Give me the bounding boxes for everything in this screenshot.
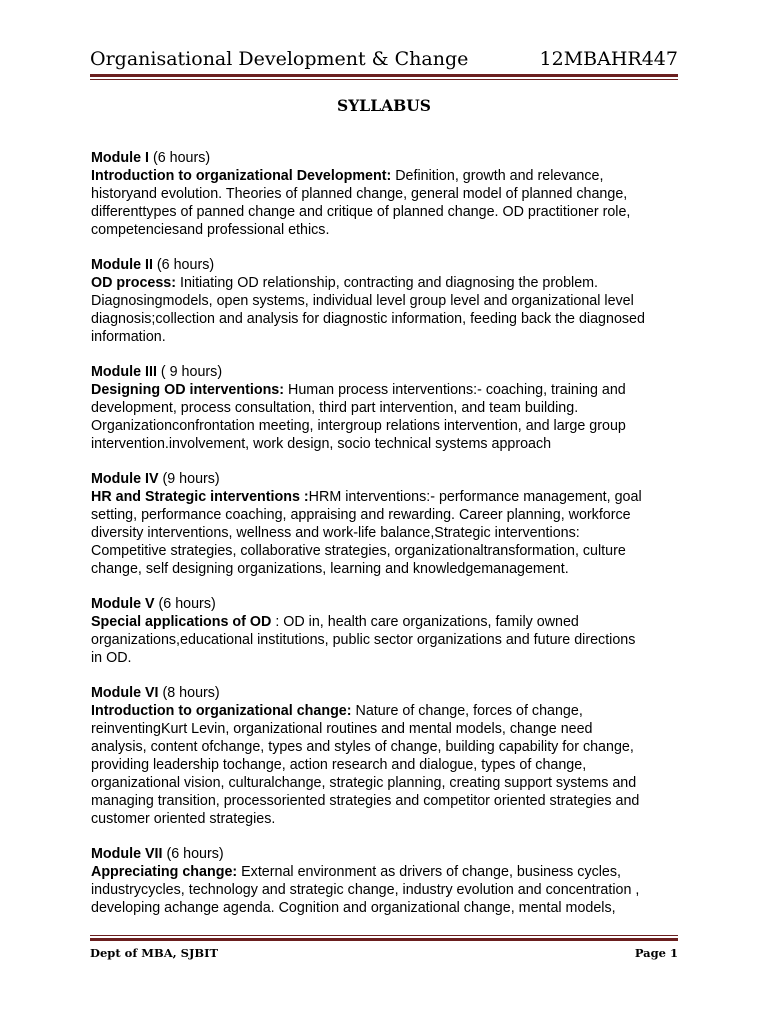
footer-page-number: Page 1 — [634, 946, 678, 960]
module-text-line — [91, 399, 681, 417]
module-hours: (6 hours) — [154, 596, 216, 612]
module-description: reinventingKurt Levin, organizational routines and mental models, change need — [91, 721, 593, 737]
module-text-line — [91, 560, 681, 578]
module-description: organizations,educational institutions, public sector organizations and future directions — [91, 632, 636, 648]
module-text-line — [91, 488, 681, 506]
module-description: change, self designing organizations, learning and knowledgemanagement. — [91, 561, 569, 577]
module-description: External environment as drivers of change, business cycles, — [237, 864, 621, 880]
module-description: diversity interventions, wellness and work-life balance,Strategic interventions: — [91, 525, 580, 541]
module-block — [91, 363, 681, 453]
module-description: : OD in, health care organizations, family owned — [271, 614, 579, 630]
module-text-line — [91, 203, 681, 221]
module-description: Nature of change, forces of change, — [351, 703, 583, 719]
module-text-line — [91, 274, 681, 292]
module-description: differenttypes of panned change and critique of planned change. OD practitioner role, — [91, 204, 631, 220]
module-description: in OD. — [91, 650, 132, 666]
module-topic: Special applications of OD — [91, 614, 272, 630]
module-description: providing leadership tochange, action research and dialogue, types of change, — [91, 757, 587, 773]
module-text-line — [91, 292, 681, 310]
module-description: competenciesand professional ethics. — [91, 222, 330, 238]
module-description: Initiating OD relationship, contracting and diagnosing the problem. — [176, 275, 599, 291]
module-heading — [91, 595, 681, 613]
module-description: industrycycles, technology and strategic change, industry evolution and concentration , — [91, 882, 640, 898]
module-heading — [91, 149, 681, 167]
module-heading — [91, 470, 681, 488]
module-name: Module VII — [91, 846, 163, 862]
module-text-line — [91, 774, 681, 792]
module-description: information. — [91, 329, 166, 345]
module-name: Module I — [91, 150, 149, 166]
module-name: Module IV — [91, 471, 159, 487]
module-description: Definition, growth and relevance, — [391, 168, 604, 184]
module-hours: (6 hours) — [148, 150, 211, 166]
module-text-line — [91, 613, 681, 631]
course-code: 12MBAHR447 — [539, 48, 678, 70]
module-description: historyand evolution. Theories of planned change, general model of planned change, — [91, 186, 628, 202]
module-name: Module III — [91, 364, 157, 380]
module-text-line — [91, 720, 681, 738]
module-text-line — [91, 435, 681, 453]
module-topic: Introduction to organizational change: — [91, 703, 352, 719]
module-description: developing achange agenda. Cognition and organizational change, mental models, — [91, 900, 616, 916]
module-text-line — [91, 649, 681, 667]
module-text-line — [91, 221, 681, 239]
module-description: intervention.involvement, work design, socio technical systems approach — [91, 436, 552, 452]
module-text-line — [91, 738, 681, 756]
module-text-line — [91, 702, 681, 720]
module-block — [91, 256, 681, 346]
module-description: Human process interventions:- coaching, training and — [284, 382, 626, 398]
module-text-line — [91, 167, 681, 185]
module-text-line — [91, 881, 681, 899]
module-text-line — [91, 863, 681, 881]
module-description: analysis, content ofchange, types and styles of change, building capability for change, — [91, 739, 634, 755]
module-name: Module II — [91, 257, 153, 273]
module-block — [91, 845, 681, 917]
module-description: managing transition, processoriented strategies and competitor oriented strategies and — [91, 793, 640, 809]
page-header — [90, 48, 678, 74]
module-heading — [91, 684, 681, 702]
header-rule-thin — [90, 79, 678, 80]
module-hours: ( 9 hours) — [156, 364, 223, 380]
module-description: customer oriented strategies. — [91, 811, 276, 827]
module-hours: (9 hours) — [158, 471, 220, 487]
footer-rule-thin — [90, 935, 678, 936]
module-text-line — [91, 631, 681, 649]
module-heading — [91, 363, 681, 381]
syllabus-body — [91, 149, 681, 934]
course-title: Organisational Development & Change — [90, 48, 469, 70]
module-description: setting, performance coaching, appraising and rewarding. Career planning, workforce — [91, 507, 631, 523]
module-hours: (6 hours) — [162, 846, 224, 862]
module-text-line — [91, 506, 681, 524]
module-block — [91, 470, 681, 578]
module-text-line — [91, 381, 681, 399]
module-topic: Appreciating change: — [91, 864, 238, 880]
module-block — [91, 149, 681, 239]
module-text-line — [91, 328, 681, 346]
footer-rule-thick — [90, 938, 678, 941]
header-rule-thick — [90, 74, 678, 77]
module-description: Competitive strategies, collaborative strategies, organizationaltransformation, culture — [91, 543, 626, 559]
module-text-line — [91, 524, 681, 542]
module-text-line — [91, 810, 681, 828]
page-title: SYLLABUS — [337, 96, 431, 115]
module-description: diagnosis;collection and analysis for diagnostic information, feeding back the diagnosed — [91, 311, 645, 327]
module-description: organizational vision, culturalchange, strategic planning, creating support systems and — [91, 775, 637, 791]
module-topic: Designing OD interventions: — [91, 382, 285, 398]
module-text-line — [91, 417, 681, 435]
module-description: HRM interventions:- performance management, goal — [308, 489, 642, 505]
module-text-line — [91, 899, 681, 917]
module-block — [91, 684, 681, 828]
module-heading — [91, 845, 681, 863]
footer-department: Dept of MBA, SJBIT — [90, 946, 219, 960]
module-text-line — [91, 792, 681, 810]
module-description: Diagnosingmodels, open systems, individual level group level and organizational level — [91, 293, 634, 309]
module-text-line — [91, 185, 681, 203]
module-topic: OD process: — [91, 275, 177, 291]
module-description: development, process consultation, third part intervention, and team building. — [91, 400, 579, 416]
module-text-line — [91, 756, 681, 774]
module-name: Module V — [91, 596, 155, 612]
module-topic: Introduction to organizational Development: — [91, 168, 392, 184]
module-text-line — [91, 542, 681, 560]
module-hours: (6 hours) — [152, 257, 215, 273]
module-text-line — [91, 310, 681, 328]
module-heading — [91, 256, 681, 274]
module-hours: (8 hours) — [158, 685, 220, 701]
module-name: Module VI — [91, 685, 159, 701]
module-description: Organizationconfrontation meeting, intergroup relations intervention, and large group — [91, 418, 626, 434]
module-block — [91, 595, 681, 667]
module-topic: HR and Strategic interventions : — [91, 489, 309, 505]
